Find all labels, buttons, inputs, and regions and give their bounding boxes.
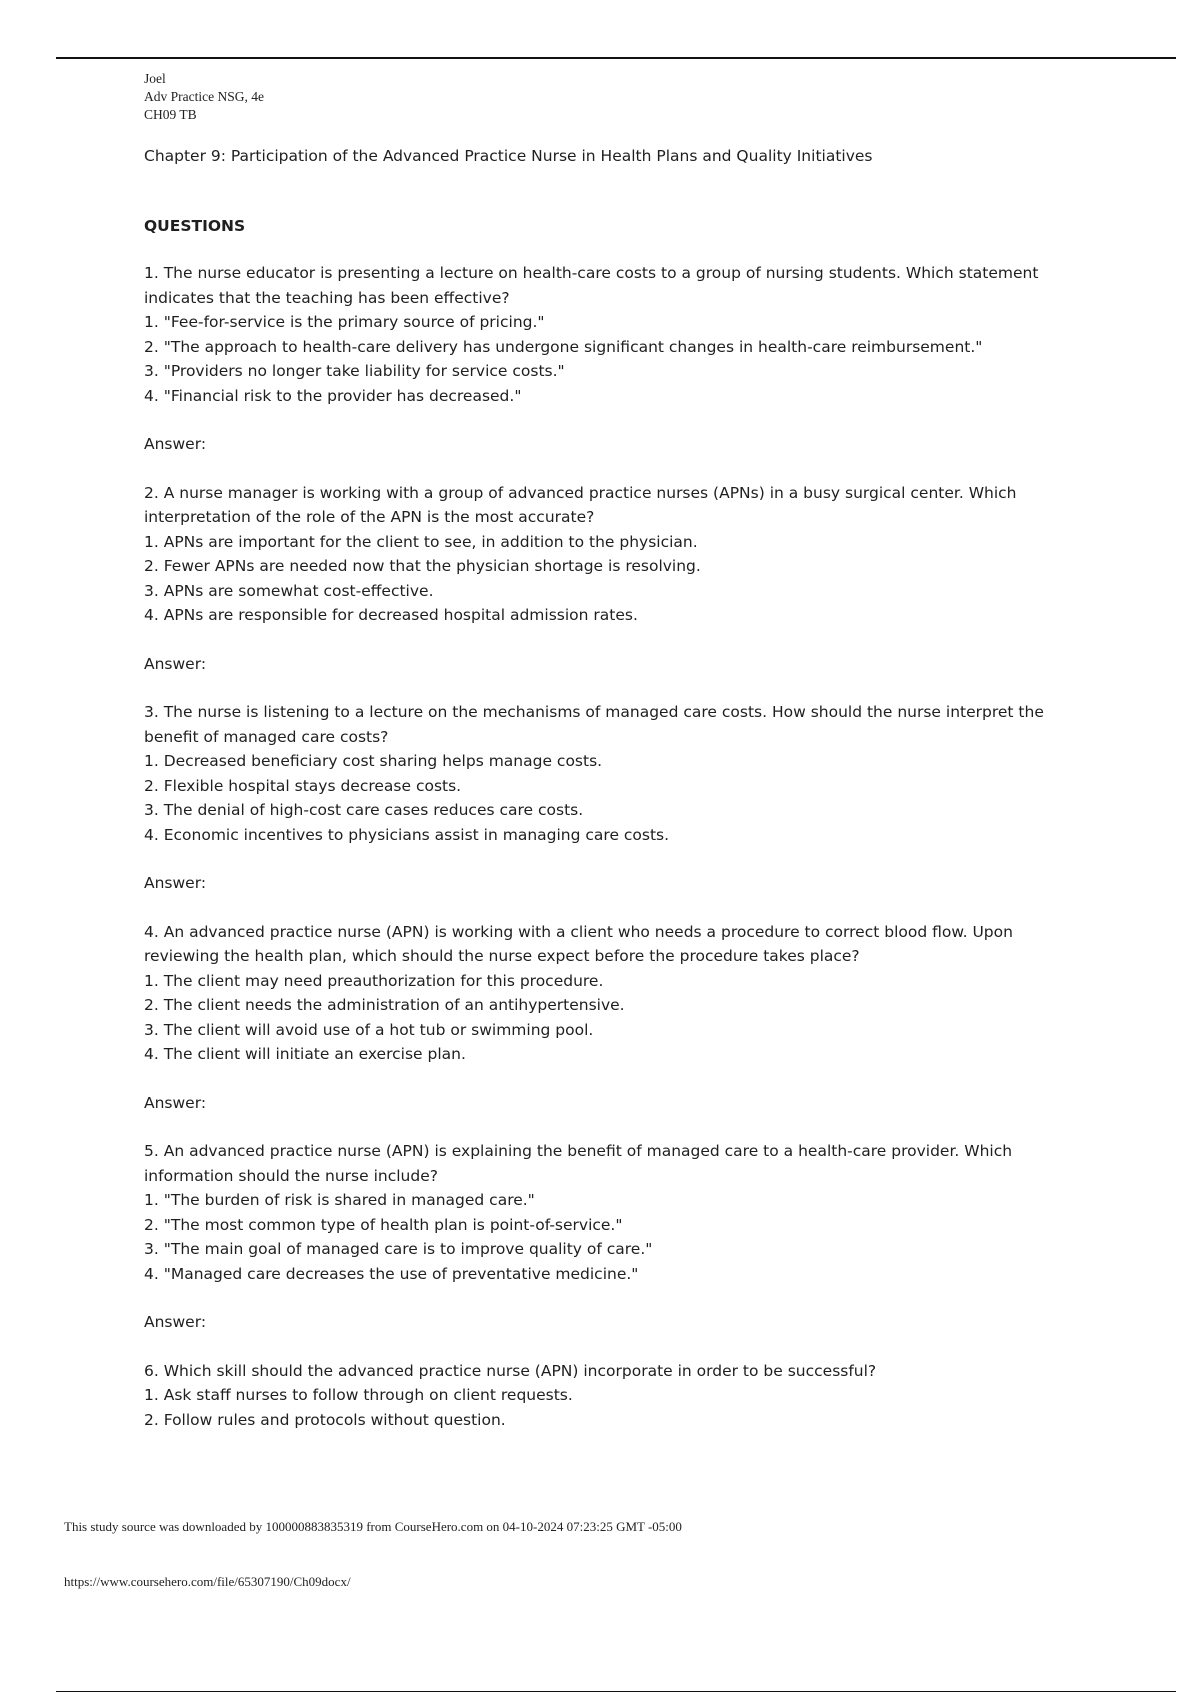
answer-label: Answer: (144, 1313, 207, 1331)
question-list (144, 261, 1084, 1432)
question-2 (144, 481, 1084, 677)
answer-option: 1. Ask staff nurses to follow through on client requests. (144, 1386, 573, 1404)
bottom-divider (56, 1691, 1176, 1692)
answer-option: 1. The client may need preauthorization for this procedure. (144, 971, 604, 990)
answer-label: Answer: (144, 654, 207, 673)
question-stem: 6. Which skill should the advanced practice nurse (APN) incorporate in order to be successful? (144, 1361, 877, 1380)
answer-option: 2. "The approach to health-care delivery has undergone significant changes in health-care reimbursement." (144, 337, 983, 356)
download-source-notice: This study source was downloaded by 100000883835319 from CourseHero.com on 04-10-2024 07:23:25 GMT -05:00 (64, 1519, 682, 1534)
question-6 (144, 1359, 1084, 1433)
answer-option: 3. APNs are somewhat cost-effective. (144, 581, 434, 600)
answer-option: 4. APNs are responsible for decreased hospital admission rates. (144, 606, 638, 624)
question-stem: 3. The nurse is listening to a lecture on the mechanisms of managed care costs. How should the nurse interpret the benefit of managed care costs? (144, 703, 1044, 746)
answer-option: 4. "Financial risk to the provider has decreased." (144, 386, 522, 405)
answer-label: Answer: (144, 1093, 207, 1112)
answer-option: 4. The client will initiate an exercise plan. (144, 1045, 466, 1063)
answer-option: 1. Decreased beneficiary cost sharing helps manage costs. (144, 752, 603, 770)
answer-option: 2. Flexible hospital stays decrease costs. (144, 776, 462, 795)
answer-option: 3. The denial of high-cost care cases reduces care costs. (144, 801, 584, 819)
source-url: https://www.coursehero.com/file/65307190/Ch09docx/ (64, 1574, 351, 1589)
question-stem: 4. An advanced practice nurse (APN) is working with a client who needs a procedure to correct blood flow. Upon reviewing the health plan, which should the nurse expect before the procedure takes place? (144, 922, 1013, 965)
question-stem: 1. The nurse educator is presenting a lecture on health-care costs to a group of nursing students. Which statement indicates that the teaching has been effective? (144, 264, 1039, 307)
question-4 (144, 920, 1084, 1116)
answer-option: 2. Fewer APNs are needed now that the physician shortage is resolving. (144, 557, 701, 575)
answer-label: Answer: (144, 874, 207, 892)
chapter-title: Chapter 9: Participation of the Advanced Practice Nurse in Health Plans and Quality Initiatives (144, 147, 873, 165)
document-header (144, 70, 264, 124)
header-book: Adv Practice NSG, 4e (144, 89, 264, 104)
section-title: QUESTIONS (144, 216, 246, 235)
answer-label: Answer: (144, 435, 207, 453)
answer-option: 3. "The main goal of managed care is to improve quality of care." (144, 1240, 653, 1258)
answer-option: 1. "Fee-for-service is the primary source of pricing." (144, 313, 545, 331)
answer-option: 4. "Managed care decreases the use of preventative medicine." (144, 1264, 639, 1283)
top-divider (56, 57, 1176, 59)
answer-option: 2. The client needs the administration of an antihypertensive. (144, 996, 625, 1014)
answer-option: 2. "The most common type of health plan is point-of-service." (144, 1215, 623, 1234)
question-stem: 5. An advanced practice nurse (APN) is explaining the benefit of managed care to a health-care provider. Which information should the nurse include? (144, 1142, 1013, 1185)
answer-option: 1. "The burden of risk is shared in managed care." (144, 1191, 535, 1209)
question-3 (144, 700, 1084, 896)
question-1 (144, 261, 1084, 457)
answer-option: 2. Follow rules and protocols without question. (144, 1410, 506, 1429)
question-stem: 2. A nurse manager is working with a group of advanced practice nurses (APNs) in a busy surgical center. Which interpretation of the role of the APN is the most accurate? (144, 483, 1017, 526)
answer-option: 3. "Providers no longer take liability for service costs." (144, 362, 565, 380)
answer-option: 1. APNs are important for the client to see, in addition to the physician. (144, 532, 698, 551)
document-body (144, 144, 1084, 1432)
answer-option: 4. Economic incentives to physicians assist in managing care costs. (144, 825, 670, 844)
question-5 (144, 1139, 1084, 1335)
header-author: Joel (144, 71, 166, 86)
answer-option: 3. The client will avoid use of a hot tub or swimming pool. (144, 1020, 594, 1039)
header-bank: CH09 TB (144, 107, 197, 122)
